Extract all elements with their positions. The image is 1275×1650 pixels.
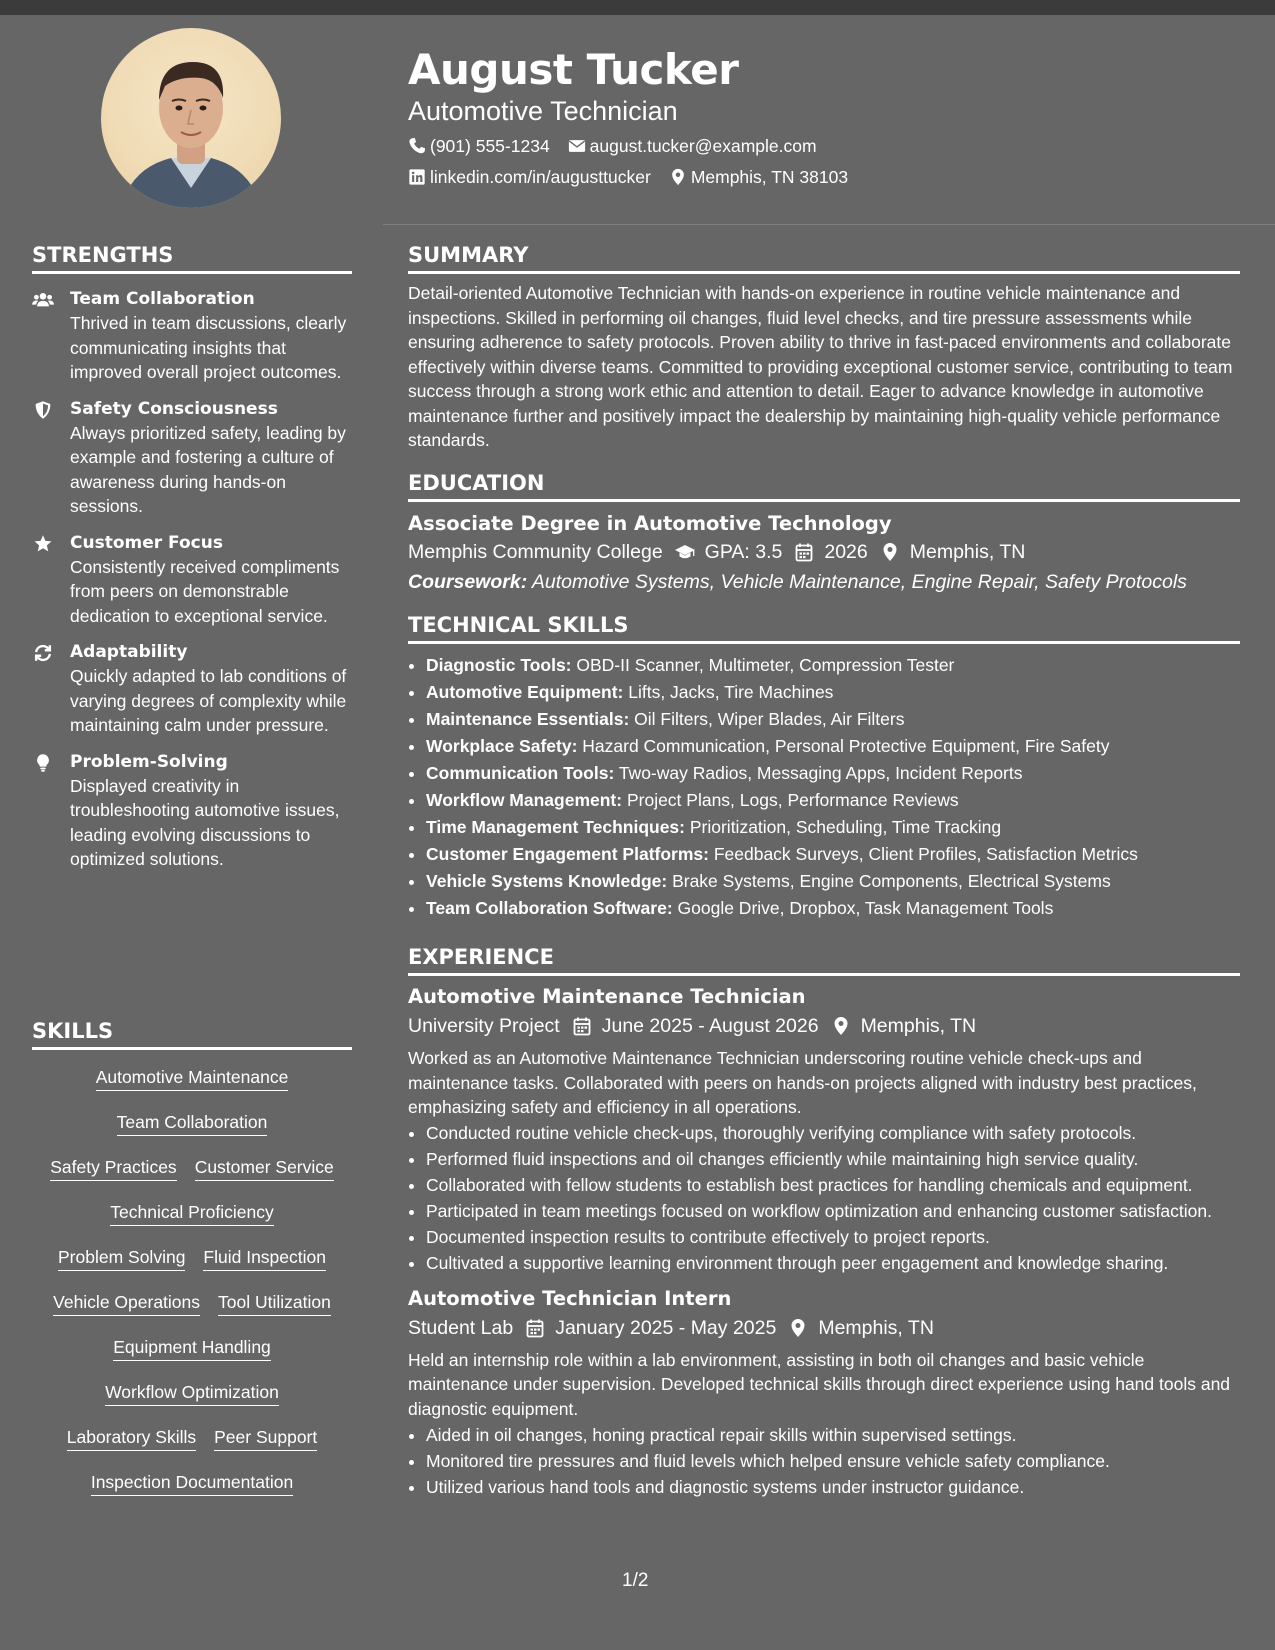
phone-text: (901) 555-1234 <box>430 136 550 156</box>
linkedin-text[interactable]: linkedin.com/in/augusttucker <box>430 167 651 187</box>
linkedin-icon <box>408 168 426 186</box>
summary-text: Detail-oriented Automotive Technician with hands-on experience in routine vehicle maintenance and inspections. Skilled in performing oil changes, fluid level checks, and tire pressure assessments while ensuring adherence to safety protocols. Proven ability to thrive in fast-paced environments and collaborate effectively within diverse teams. Committed to providing exceptional customer service, contributing to team success through a strong work ethic and attention to detail. Eager to advance knowledge in automotive maintenance further and positively impact the dealership by maintaining high-quality vehicle performance standards. <box>408 283 1233 450</box>
technical-skills-list <box>408 652 1240 922</box>
location-contact <box>669 166 848 188</box>
skill-tag: Automotive Maintenance <box>96 1067 289 1091</box>
linkedin-contact[interactable] <box>408 166 651 188</box>
skills-section <box>32 1019 352 1506</box>
job-entry <box>408 1286 1240 1500</box>
job-bullets <box>408 1121 1240 1276</box>
skill-tag: Technical Proficiency <box>110 1202 273 1226</box>
degree-title: Associate Degree in Automotive Technology <box>408 512 892 535</box>
phone-contact <box>408 135 550 157</box>
page-number: 1/2 <box>622 1570 649 1591</box>
experience-section <box>408 945 1240 1499</box>
strength-text: Thrived in team discussions, clearly communicating insights that improved overall project outcomes. <box>70 313 347 382</box>
skill-row <box>32 1281 352 1326</box>
candidate-title: Automotive Technician <box>408 96 678 126</box>
shield-icon <box>32 398 70 519</box>
strength-text: Always prioritized safety, leading by example and fostering a culture of awareness during hands-on sessions. <box>70 422 346 516</box>
strength-item <box>32 288 352 385</box>
calendar-icon <box>572 1016 592 1036</box>
skill-values: Google Drive, Dropbox, Task Management Tools <box>672 898 1054 918</box>
list-item: • Aided in oil changes, honing practical repair skills within supervised settings. <box>426 1423 1240 1448</box>
section-title: SUMMARY <box>408 243 1240 274</box>
strength-title: Customer Focus <box>70 532 223 553</box>
skill-category: Time Management Techniques: <box>426 817 685 837</box>
job-org: University Project <box>408 1015 560 1037</box>
skill-row <box>32 1146 352 1191</box>
strength-text: Quickly adapted to lab conditions of varying degrees of complexity while maintaining calm under pressure. <box>70 666 347 735</box>
refresh-icon <box>32 641 70 738</box>
map-pin-icon <box>669 168 687 186</box>
coursework-text: Automotive Systems, Vehicle Maintenance, Engine Repair, Safety Protocols <box>527 571 1187 593</box>
skill-tag: Tool Utilization <box>218 1292 331 1316</box>
strength-item <box>32 641 352 738</box>
profile-photo <box>101 28 281 208</box>
coursework-label: Coursework: <box>408 571 528 593</box>
skill-tag: Peer Support <box>214 1427 317 1451</box>
skill-category: Workplace Safety: <box>426 736 578 756</box>
list-item <box>426 733 1240 760</box>
list-item: • Participated in team meetings focused on workflow optimization and enhancing customer satisfaction. <box>426 1199 1240 1224</box>
skill-values: Prioritization, Scheduling, Time Tracking <box>685 817 1002 837</box>
strength-title: Team Collaboration <box>70 289 255 309</box>
job-entry <box>408 984 1240 1276</box>
skill-values: Hazard Communication, Personal Protective Equipment, Fire Safety <box>577 736 1110 756</box>
list-item <box>426 814 1240 841</box>
education-location: Memphis, TN <box>909 541 1026 563</box>
strengths-section <box>32 243 352 872</box>
map-pin-icon <box>880 542 900 562</box>
map-pin-icon <box>788 1318 808 1338</box>
skill-row <box>32 1101 352 1146</box>
skill-tag: Safety Practices <box>50 1157 176 1181</box>
skill-category: Team Collaboration Software: <box>426 898 673 918</box>
job-dates: June 2025 - August 2026 <box>601 1015 819 1037</box>
skill-values: Feedback Surveys, Client Profiles, Satisfaction Metrics <box>708 844 1138 864</box>
job-description: Held an internship role within a lab environment, assisting in both oil changes and basic vehicle maintenance under supervision. Developed technical skills through direct experience using hand tools and diagnostic equipment. <box>408 1349 1231 1419</box>
skill-category: Diagnostic Tools: <box>426 655 572 675</box>
section-title: SKILLS <box>32 1019 352 1050</box>
list-item <box>426 760 1240 787</box>
skill-tag: Vehicle Operations <box>53 1292 200 1316</box>
graduation-year: 2026 <box>824 541 868 563</box>
job-bullets <box>408 1423 1240 1500</box>
skill-values: OBD-II Scanner, Multimeter, Compression Tester <box>571 655 955 675</box>
skill-category: Vehicle Systems Knowledge: <box>426 871 668 891</box>
skill-tag: Fluid Inspection <box>203 1247 326 1271</box>
skill-row <box>32 1461 352 1506</box>
skill-values: Two-way Radios, Messaging Apps, Incident Reports <box>614 763 1023 783</box>
strength-item <box>32 532 352 629</box>
strength-item <box>32 751 352 872</box>
list-item <box>426 787 1240 814</box>
skill-row <box>32 1236 352 1281</box>
strength-text: Consistently received compliments from peers on demonstrable dedication to exceptional service. <box>70 556 340 626</box>
skill-tag: Workflow Optimization <box>105 1382 279 1406</box>
skill-values: Oil Filters, Wiper Blades, Air Filters <box>629 709 905 729</box>
education-section <box>408 471 1240 596</box>
skill-category: Automotive Equipment: <box>426 682 624 702</box>
top-bar <box>0 0 1275 15</box>
skill-values: Project Plans, Logs, Performance Reviews <box>622 790 959 810</box>
job-role: Automotive Maintenance Technician <box>408 985 806 1008</box>
list-item: • Performed fluid inspections and oil changes efficiently while maintaining high service quality. <box>426 1147 1240 1172</box>
summary-section <box>408 243 1240 453</box>
skill-row <box>32 1416 352 1461</box>
strength-title: Safety Consciousness <box>70 398 278 419</box>
list-item: • Monitored tire pressures and fluid levels which helped ensure vehicle safety compliance. <box>426 1449 1240 1474</box>
list-item: • Collaborated with fellow students to establish best practices for handling chemicals and equipment. <box>426 1173 1240 1198</box>
job-meta <box>408 1314 1240 1342</box>
header-divider <box>383 224 1275 225</box>
list-item <box>426 706 1240 733</box>
list-item: • Conducted routine vehicle check-ups, thoroughly verifying compliance with safety protocols. <box>426 1121 1240 1146</box>
skill-tag: Equipment Handling <box>113 1337 271 1361</box>
job-dates: January 2025 - May 2025 <box>555 1316 777 1339</box>
skill-tag: Problem Solving <box>58 1247 185 1271</box>
skill-tag: Laboratory Skills <box>67 1427 196 1451</box>
skill-tag: Inspection Documentation <box>91 1472 293 1496</box>
skill-row <box>32 1371 352 1416</box>
skill-values: Lifts, Jacks, Tire Machines <box>623 682 834 702</box>
lightbulb-icon <box>32 751 70 872</box>
job-org: Student Lab <box>408 1316 514 1339</box>
skill-row <box>32 1056 352 1101</box>
coursework <box>408 568 1240 596</box>
technical-skills-section <box>408 613 1240 922</box>
list-item: • Cultivated a supportive learning environment through peer engagement and knowledge sharing. <box>426 1251 1240 1276</box>
skill-tag: Team Collaboration <box>117 1112 268 1136</box>
skill-row <box>32 1326 352 1371</box>
education-meta <box>408 538 1240 566</box>
gpa-text: GPA: 3.5 <box>704 541 783 563</box>
list-item <box>426 841 1240 868</box>
job-role: Automotive Technician Intern <box>408 1286 732 1310</box>
section-title: STRENGTHS <box>32 243 352 274</box>
star-icon <box>32 532 70 629</box>
skill-tag: Customer Service <box>195 1157 334 1181</box>
list-item <box>426 895 1240 922</box>
list-item <box>426 679 1240 706</box>
list-item <box>426 652 1240 679</box>
contact-row <box>408 135 835 157</box>
job-location: Memphis, TN <box>860 1015 977 1037</box>
skill-row <box>32 1191 352 1236</box>
skill-category: Customer Engagement Platforms: <box>426 844 709 864</box>
skill-values: Brake Systems, Engine Components, Electrical Systems <box>667 871 1111 891</box>
phone-icon <box>408 137 426 155</box>
section-title: EXPERIENCE <box>408 945 1240 976</box>
strength-text: Displayed creativity in troubleshooting automotive issues, leading evolving discussions to optimized solutions. <box>70 775 340 869</box>
job-description: Worked as an Automotive Maintenance Technician underscoring routine vehicle check-ups and maintenance tasks. Collaborated with peers on hands-on projects aligned with industry best practices, emphasizing safety and efficiency in all operations. <box>408 1048 1197 1117</box>
skill-tags <box>32 1056 352 1506</box>
strength-title: Problem-Solving <box>70 751 228 772</box>
calendar-icon <box>794 542 814 562</box>
strength-title: Adaptability <box>70 642 188 662</box>
school-name: Memphis Community College <box>408 541 663 563</box>
map-pin-icon <box>831 1016 851 1036</box>
envelope-icon <box>568 137 586 155</box>
section-title: EDUCATION <box>408 471 1240 502</box>
job-location: Memphis, TN <box>818 1316 934 1339</box>
section-title: TECHNICAL SKILLS <box>408 613 1240 644</box>
strength-item <box>32 398 352 519</box>
users-icon <box>32 288 70 385</box>
candidate-name: August Tucker <box>408 45 739 94</box>
list-item: • Documented inspection results to contribute effectively to project reports. <box>426 1225 1240 1250</box>
skill-category: Workflow Management: <box>426 790 623 810</box>
location-text: Memphis, TN 38103 <box>690 167 849 187</box>
email-contact[interactable] <box>568 135 817 157</box>
email-text[interactable]: august.tucker@example.com <box>589 136 817 156</box>
skill-category: Maintenance Essentials: <box>426 709 630 729</box>
job-meta <box>408 1012 1240 1040</box>
contact-row <box>408 166 866 188</box>
skill-category: Communication Tools: <box>426 763 615 783</box>
calendar-icon <box>525 1318 545 1338</box>
list-item: • Utilized various hand tools and diagnostic systems under instructor guidance. <box>426 1475 1240 1500</box>
graduation-cap-icon <box>675 542 695 562</box>
list-item <box>426 868 1240 895</box>
